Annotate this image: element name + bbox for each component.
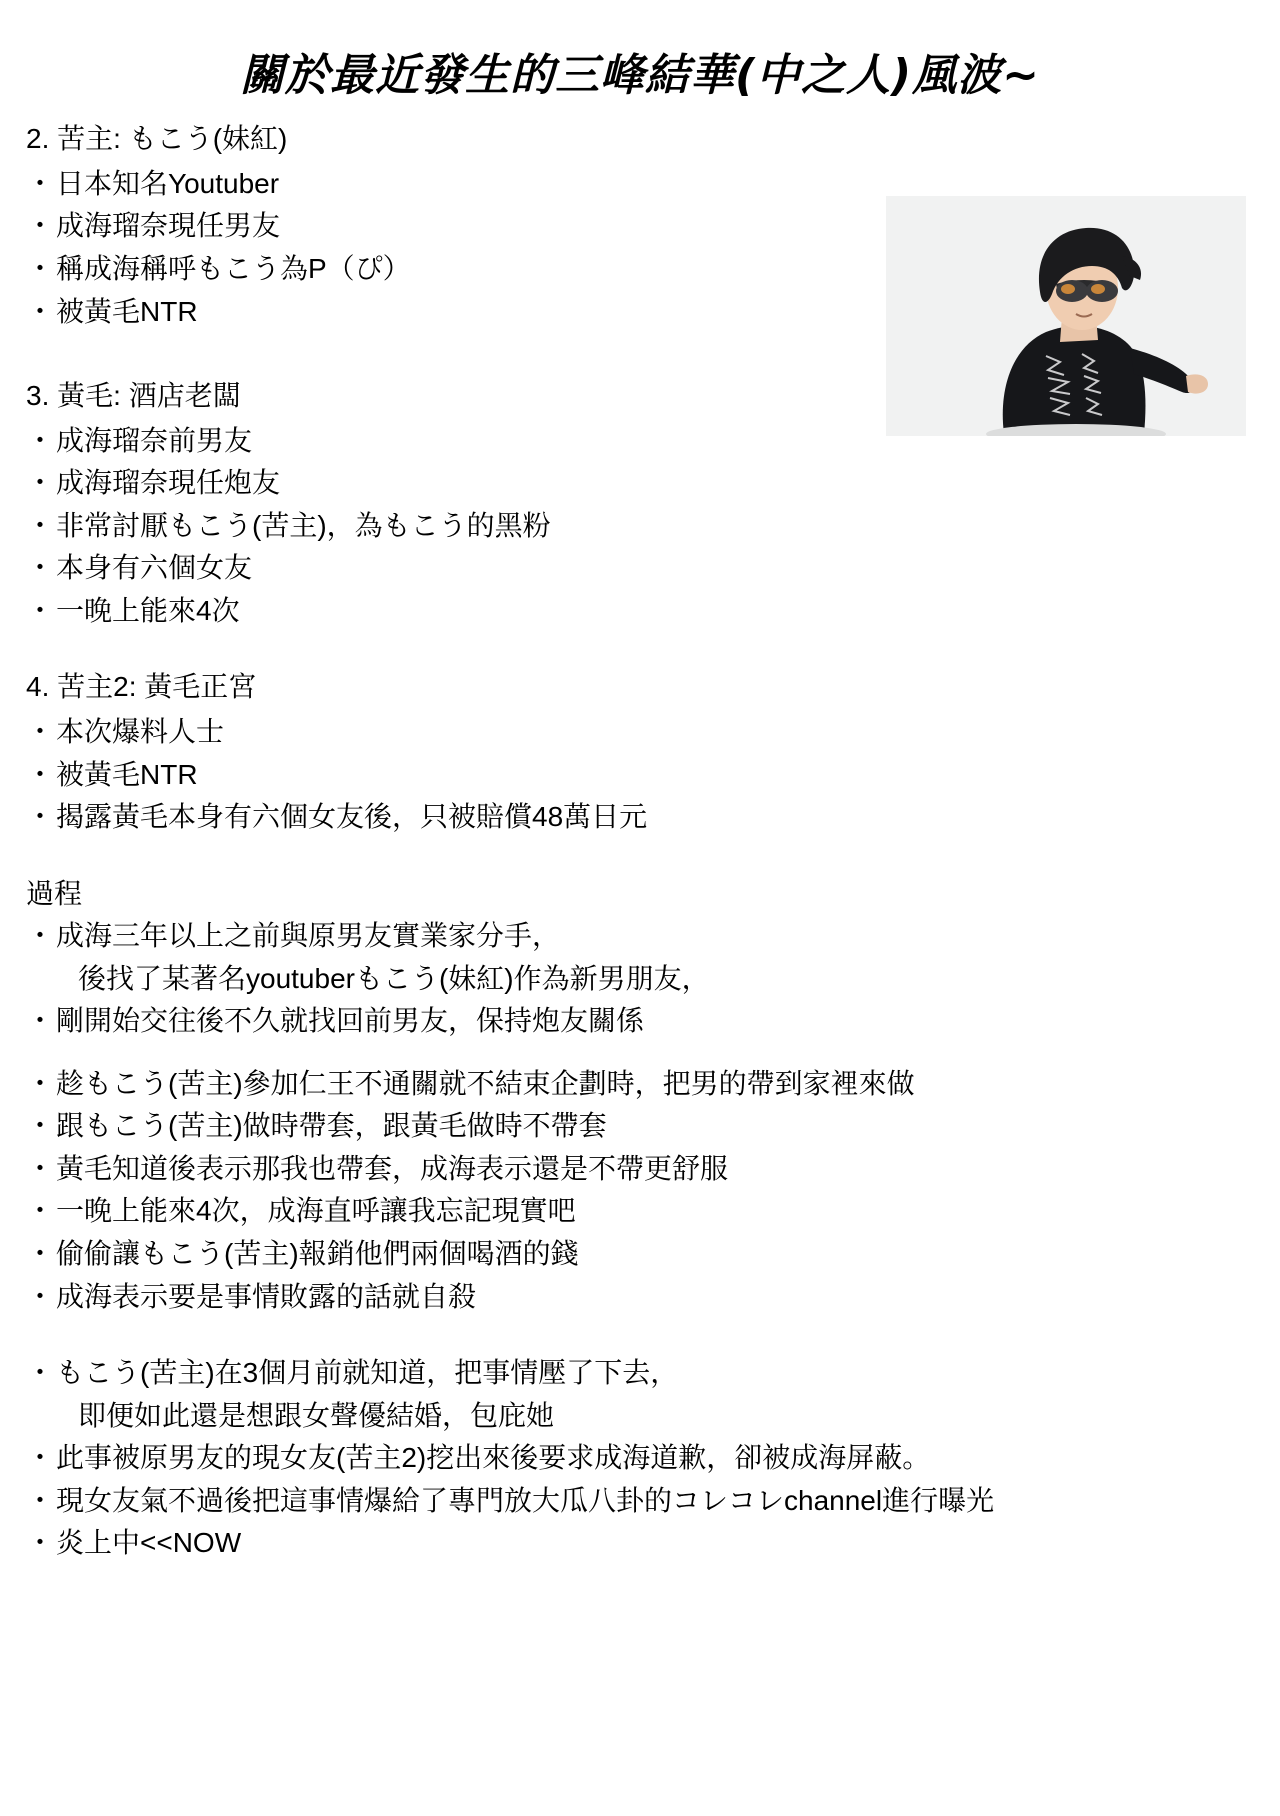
list-item: ・ 非常討厭もこう(苦主)，為もこう的黑粉 <box>26 505 1254 548</box>
list-item: ・ 一晚上能來4次 <box>26 590 1254 633</box>
list-item: ・ 本次爆料人士 <box>26 711 1254 754</box>
page-title: 關於最近發生的三峰結華(中之人)風波~ <box>239 50 1041 101</box>
list-item: ・ 成海瑠奈現任炮友 <box>26 462 1254 505</box>
list-item-line-2: 後找了某著名youtuberもこう(妹紅)作為新男朋友， <box>78 962 710 994</box>
list-item: ・ 日本知名Youtuber <box>26 163 1254 206</box>
list-item-line-2: 即便如此還是想跟女聲優結婚，包庇她 <box>78 1399 555 1431</box>
list-item: ・ 此事被原男友的現女友(苦主2)挖出來後要求成海道歉，卻被成海屏蔽。 <box>26 1437 1254 1480</box>
section-4-list <box>26 711 1254 839</box>
list-item: ・ 偷偷讓もこう(苦主)報銷他們兩個喝酒的錢 <box>26 1233 1254 1276</box>
list-item: ・ 被黃毛NTR <box>26 291 1254 334</box>
section-2-heading: 2. 苦主: もこう(妹紅) <box>26 123 288 155</box>
process-heading: 過程 <box>26 877 83 909</box>
spacer <box>26 1043 1254 1063</box>
process-list-group-2 <box>26 1063 1254 1318</box>
spacer <box>26 839 1254 873</box>
process-list-group-1 <box>26 915 1254 1043</box>
section-3-list <box>26 420 1254 633</box>
list-item: ・ 黃毛知道後表示那我也帶套，成海表示還是不帶更舒服 <box>26 1148 1254 1191</box>
list-item <box>26 1352 1254 1437</box>
list-item: ・ 成海瑠奈前男友 <box>26 420 1254 463</box>
list-item <box>26 915 1254 1000</box>
section-4 <box>26 666 1254 838</box>
list-item: ・ 一晚上能來4次，成海直呼讓我忘記現實吧 <box>26 1190 1254 1233</box>
list-item-line-1: もこう(苦主)在3個月前就知道，把事情壓了下去， <box>56 1357 679 1389</box>
section-process <box>26 873 1254 1565</box>
process-list-group-3 <box>26 1352 1254 1565</box>
list-item: ・ 揭露黃毛本身有六個女友後，只被賠償48萬日元 <box>26 796 1254 839</box>
list-item: ・ 成海表示要是事情敗露的話就自殺 <box>26 1276 1254 1319</box>
list-item: ・ 炎上中<<NOW <box>26 1522 1254 1565</box>
list-item: ・ 稱成海稱呼もこう為P（ぴ） <box>26 248 1254 291</box>
list-item: ・ 被黃毛NTR <box>26 754 1254 797</box>
section-3-heading: 3. 黃毛: 酒店老闆 <box>26 380 241 412</box>
section-2 <box>26 118 1254 333</box>
list-item: ・ 剛開始交往後不久就找回前男友，保持炮友關係 <box>26 1000 1254 1043</box>
list-item: ・ 跟もこう(苦主)做時帶套，跟黃毛做時不帶套 <box>26 1105 1254 1148</box>
list-item-line-1: 成海三年以上之前與原男友實業家分手， <box>56 920 561 952</box>
section-4-heading: 4. 苦主2: 黃毛正宮 <box>26 671 257 703</box>
list-item: ・ 本身有六個女友 <box>26 547 1254 590</box>
list-item: ・ 成海瑠奈現任男友 <box>26 205 1254 248</box>
spacer <box>26 632 1254 666</box>
spacer <box>26 1318 1254 1352</box>
list-item: ・ 趁もこう(苦主)參加仁王不通關就不結束企劃時，把男的帶到家裡來做 <box>26 1063 1254 1106</box>
list-item: ・ 現女友氣不過後把這事情爆給了專門放大瓜八卦的コレコレchannel進行曝光 <box>26 1480 1254 1523</box>
section-2-list <box>26 163 1254 333</box>
